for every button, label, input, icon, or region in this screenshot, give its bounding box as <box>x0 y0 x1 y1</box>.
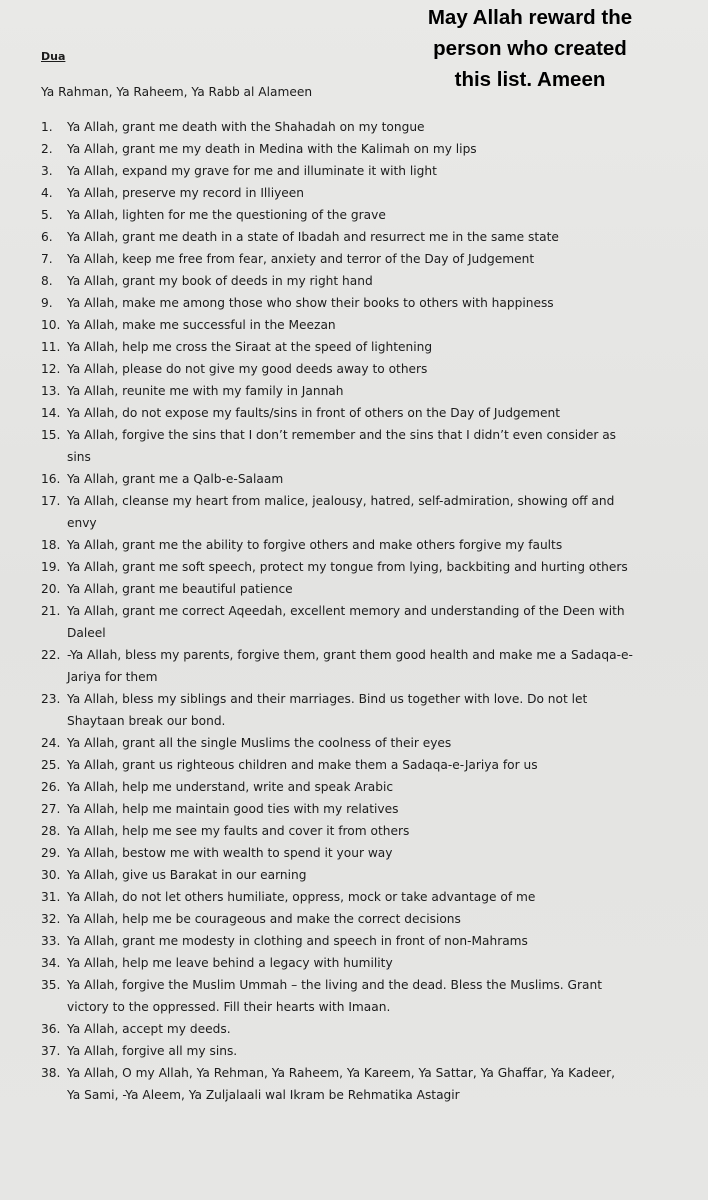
list-item <box>41 204 701 226</box>
list-item-number: 3. <box>41 164 53 178</box>
list-item-number: 14. <box>41 406 61 420</box>
list-item-number: 26. <box>41 780 61 794</box>
list-item-number: 16. <box>41 472 61 486</box>
list-item <box>41 116 701 138</box>
list-item <box>41 380 701 402</box>
list-item <box>41 424 701 446</box>
list-item <box>41 248 701 270</box>
list-item-text: Ya Allah, bestow me with wealth to spend it your way <box>67 846 393 860</box>
list-item-text: Ya Allah, grant me death with the Shahadah on my tongue <box>67 120 425 134</box>
list-item-continuation <box>41 710 701 732</box>
list-item-text: Ya Allah, bless my siblings and their marriages. Bind us together with love. Do not let <box>67 692 588 706</box>
list-item-text: Ya Allah, help me maintain good ties with my relatives <box>67 802 399 816</box>
list-item-number: 29. <box>41 846 61 860</box>
list-item-text: Ya Allah, give us Barakat in our earning <box>67 868 307 882</box>
list-item-number: 23. <box>41 692 61 706</box>
list-item-number <box>41 710 67 732</box>
list-item-continuation <box>41 622 701 644</box>
list-item-continuation <box>41 1084 701 1106</box>
list-item-text: Ya Allah, do not let others humiliate, oppress, mock or take advantage of me <box>67 890 536 904</box>
list-item-text: Ya Allah, O my Allah, Ya Rehman, Ya Raheem, Ya Kareem, Ya Sattar, Ya Ghaffar, Ya Kadeer, <box>67 1066 615 1080</box>
list-item <box>41 864 701 886</box>
list-item-text: Ya Allah, make me successful in the Meezan <box>67 318 336 332</box>
list-item-number <box>41 1084 67 1106</box>
list-item-number: 36. <box>41 1022 61 1036</box>
list-item-number <box>41 446 67 468</box>
list-item-number: 34. <box>41 956 61 970</box>
list-item-text: envy <box>67 516 97 530</box>
list-item-number: 27. <box>41 802 61 816</box>
list-item-number: 1. <box>41 120 53 134</box>
list-item <box>41 468 701 490</box>
list-item-number: 13. <box>41 384 61 398</box>
caption-overlay <box>360 2 700 95</box>
list-item <box>41 1040 701 1062</box>
list-item-number: 21. <box>41 604 61 618</box>
list-item-text: Ya Allah, help me be courageous and make the correct decisions <box>67 912 461 926</box>
list-item-text: Ya Allah, grant all the single Muslims the coolness of their eyes <box>67 736 452 750</box>
list-item-number: 20. <box>41 582 61 596</box>
list-item <box>41 930 701 952</box>
list-item-text: Ya Allah, grant me modesty in clothing and speech in front of non-Mahrams <box>67 934 528 948</box>
list-item-text: Ya Allah, grant me beautiful patience <box>67 582 293 596</box>
list-item-number <box>41 666 67 688</box>
list-item-number: 22. <box>41 648 61 662</box>
list-item-number: 37. <box>41 1044 61 1058</box>
list-item-number: 25. <box>41 758 61 772</box>
list-item-continuation <box>41 446 701 468</box>
list-item-text: Ya Allah, accept my deeds. <box>67 1022 231 1036</box>
list-item-continuation <box>41 512 701 534</box>
list-item-text: Ya Allah, grant me correct Aqeedah, excellent memory and understanding of the Deen with <box>67 604 625 618</box>
list-item-text: Ya Allah, preserve my record in Illiyeen <box>67 186 305 200</box>
list-item-number: 17. <box>41 494 61 508</box>
list-item-text: Ya Allah, reunite me with my family in Jannah <box>67 384 344 398</box>
document-heading: Dua <box>41 50 66 63</box>
list-item-text: Ya Allah, grant me a Qalb-e-Salaam <box>67 472 284 486</box>
list-item-number: 2. <box>41 142 53 156</box>
list-item <box>41 842 701 864</box>
list-item <box>41 182 701 204</box>
list-item-text: Ya Allah, expand my grave for me and illuminate it with light <box>67 164 437 178</box>
list-item <box>41 270 701 292</box>
list-item-number: 30. <box>41 868 61 882</box>
list-item-text: sins <box>67 450 91 464</box>
list-item-text: Ya Allah, forgive the sins that I don’t remember and the sins that I didn’t even consider as <box>67 428 617 442</box>
list-item <box>41 776 701 798</box>
list-item-text: victory to the oppressed. Fill their hearts with Imaan. <box>67 1000 391 1014</box>
list-item-text: Ya Allah, grant us righteous children and make them a Sadaqa-e-Jariya for us <box>67 758 538 772</box>
caption-line: this list. Ameen <box>454 68 606 91</box>
list-item-continuation <box>41 996 701 1018</box>
list-item <box>41 314 701 336</box>
list-item <box>41 732 701 754</box>
document-intro: Ya Rahman, Ya Raheem, Ya Rabb al Alameen <box>41 85 313 99</box>
list-item-text: Ya Allah, forgive all my sins. <box>67 1044 238 1058</box>
list-item-number: 10. <box>41 318 61 332</box>
list-item <box>41 490 701 512</box>
list-item-number: 28. <box>41 824 61 838</box>
list-item-number: 33. <box>41 934 61 948</box>
list-item-number: 11. <box>41 340 61 354</box>
list-item-text: Ya Allah, help me understand, write and speak Arabic <box>67 780 394 794</box>
list-item-text: Ya Allah, make me among those who show their books to others with happiness <box>67 296 554 310</box>
list-item-number <box>41 622 67 644</box>
list-item <box>41 974 701 996</box>
list-item <box>41 754 701 776</box>
list-item-number: 24. <box>41 736 61 750</box>
list-item <box>41 226 701 248</box>
list-item-text: Ya Allah, help me see my faults and cover it from others <box>67 824 410 838</box>
list-item-text: Ya Allah, forgive the Muslim Ummah – the living and the dead. Bless the Muslims. Grant <box>67 978 602 992</box>
list-item <box>41 336 701 358</box>
list-item <box>41 644 701 666</box>
list-item <box>41 138 701 160</box>
dua-list <box>41 116 701 1106</box>
list-item <box>41 556 701 578</box>
list-item-text: Ya Allah, grant me soft speech, protect my tongue from lying, backbiting and hurting others <box>67 560 628 574</box>
list-item <box>41 402 701 424</box>
list-item-number: 5. <box>41 208 53 222</box>
list-item-text: Ya Allah, help me cross the Siraat at the speed of lightening <box>67 340 433 354</box>
list-item-text: -Ya Allah, bless my parents, forgive them, grant them good health and make me a Sadaqa-e- <box>67 648 633 662</box>
list-item <box>41 1018 701 1040</box>
list-item-number: 9. <box>41 296 53 310</box>
list-item-number <box>41 996 67 1018</box>
list-item-continuation <box>41 666 701 688</box>
list-item-text: Ya Allah, please do not give my good deeds away to others <box>67 362 428 376</box>
list-item <box>41 534 701 556</box>
list-item-text: Ya Allah, keep me free from fear, anxiety and terror of the Day of Judgement <box>67 252 535 266</box>
list-item-number: 12. <box>41 362 61 376</box>
list-item-number: 32. <box>41 912 61 926</box>
list-item-number: 19. <box>41 560 61 574</box>
list-item-text: Ya Sami, -Ya Aleem, Ya Zuljalaali wal Ikram be Rehmatika Astagir <box>67 1088 460 1102</box>
caption-line: May Allah reward the <box>427 6 633 29</box>
list-item-text: Ya Allah, grant me my death in Medina with the Kalimah on my lips <box>67 142 477 156</box>
list-item-text: Ya Allah, cleanse my heart from malice, jealousy, hatred, self-admiration, showing off and <box>67 494 615 508</box>
list-item-text: Jariya for them <box>67 670 158 684</box>
list-item <box>41 688 701 710</box>
list-item <box>41 952 701 974</box>
list-item <box>41 820 701 842</box>
list-item <box>41 160 701 182</box>
list-item-number: 38. <box>41 1066 61 1080</box>
list-item-number: 18. <box>41 538 61 552</box>
list-item-text: Shaytaan break our bond. <box>67 714 226 728</box>
list-item-text: Ya Allah, lighten for me the questioning of the grave <box>67 208 386 222</box>
list-item-number: 7. <box>41 252 53 266</box>
list-item <box>41 600 701 622</box>
list-item-number: 4. <box>41 186 53 200</box>
list-item-text: Ya Allah, grant my book of deeds in my right hand <box>67 274 373 288</box>
list-item <box>41 886 701 908</box>
list-item <box>41 1062 701 1084</box>
list-item-text: Daleel <box>67 626 106 640</box>
list-item <box>41 798 701 820</box>
list-item <box>41 358 701 380</box>
list-item-text: Ya Allah, do not expose my faults/sins in front of others on the Day of Judgement <box>67 406 561 420</box>
caption-line: person who created <box>433 37 627 60</box>
list-item-text: Ya Allah, grant me death in a state of Ibadah and resurrect me in the same state <box>67 230 559 244</box>
list-item <box>41 908 701 930</box>
list-item-number: 6. <box>41 230 53 244</box>
list-item <box>41 292 701 314</box>
list-item-number: 15. <box>41 428 61 442</box>
list-item-number: 35. <box>41 978 61 992</box>
list-item-number: 31. <box>41 890 61 904</box>
list-item <box>41 578 701 600</box>
list-item-number <box>41 512 67 534</box>
list-item-number: 8. <box>41 274 53 288</box>
list-item-text: Ya Allah, grant me the ability to forgive others and make others forgive my faults <box>67 538 563 552</box>
list-item-text: Ya Allah, help me leave behind a legacy with humility <box>67 956 393 970</box>
